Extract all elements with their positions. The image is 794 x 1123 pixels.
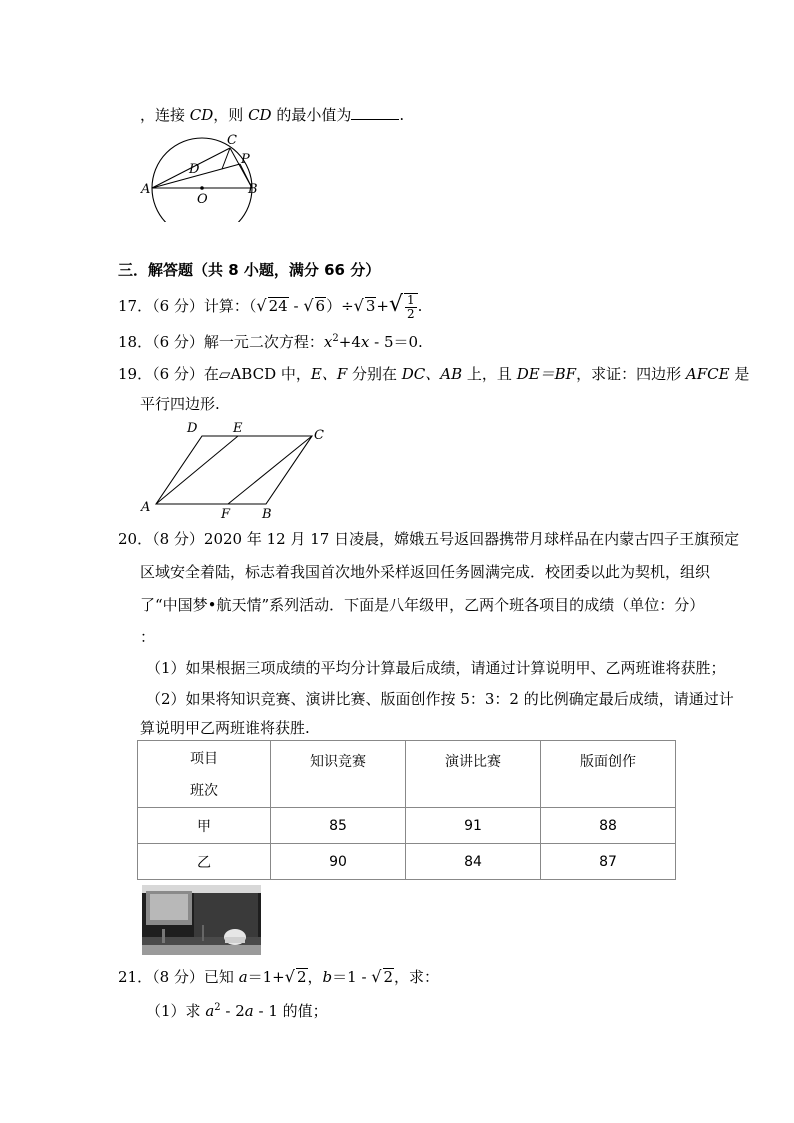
radical-sign: √ — [256, 296, 267, 315]
radicand-24: 24 — [268, 297, 288, 315]
q17-text: + — [376, 297, 389, 315]
fraction-numerator: 1 — [407, 293, 415, 308]
q16-period: . — [399, 106, 405, 124]
q21-number: 21． — [118, 968, 153, 986]
radicand-fraction — [404, 293, 418, 320]
label-d: D — [187, 421, 198, 436]
q17-period: . — [417, 297, 423, 315]
q16-cd-label: CD — [189, 106, 214, 124]
score-cell: 85 — [270, 808, 405, 844]
radical-sign: √ — [303, 296, 314, 315]
answer-blank — [351, 107, 399, 120]
q19-text: 分别在 — [347, 365, 402, 383]
radicand-2: 2 — [296, 968, 307, 986]
corner-top: 项目 — [189, 751, 218, 767]
label-a: A — [141, 182, 151, 197]
q19-text: 在 — [203, 365, 219, 383]
label-c: C — [314, 428, 324, 443]
question-18 — [118, 331, 423, 352]
q17-text: ）÷ — [326, 297, 354, 315]
parallelogram-abcd — [156, 436, 312, 504]
section-heading: 三．解答题（共 8 小题，满分 66 分） — [118, 261, 381, 279]
score-cell: 88 — [540, 808, 675, 844]
label-d: D — [189, 162, 200, 177]
table-row — [138, 808, 676, 844]
label-c: C — [227, 133, 237, 148]
label-o: O — [197, 192, 208, 207]
q16-text: 的最小值为 — [271, 106, 352, 124]
class-cell: 甲 — [138, 808, 271, 844]
score-cell: 90 — [270, 844, 405, 880]
q19-points: E、F — [310, 365, 348, 383]
q16-tail — [140, 104, 404, 125]
radical-sign: √ — [284, 967, 295, 986]
table-row — [138, 844, 676, 880]
segment-fc — [228, 436, 312, 504]
circle-figure — [138, 132, 263, 222]
segment-ae — [156, 436, 238, 504]
q18-text: - 5＝0. — [369, 333, 423, 351]
q19-score: （6 分） — [152, 365, 204, 383]
header-cell: 知识竞赛 — [270, 741, 405, 808]
q21-text: ＝1 - — [332, 968, 372, 986]
q20-line3: 了“中国梦•航天情”系列活动．下面是八年级甲，乙两个班各项目的成绩（单位：分） — [140, 596, 705, 614]
fraction-denominator: 2 — [407, 307, 415, 321]
label-a: A — [141, 500, 151, 515]
exponent: 2 — [214, 1002, 221, 1013]
radical-sign: √ — [371, 967, 382, 986]
q20-part2: （2）如果将知识竞赛、演讲比赛、版面创作按 5：3：2 的比例确定最后成绩，请通过计 — [146, 690, 734, 708]
var-x: x — [323, 333, 333, 351]
q19-line2: 平行四边形. — [140, 395, 220, 413]
q20-part1: （1）如果根据三项成绩的平均分计算最后成绩，请通过计算说明甲、乙两班谁将获胜； — [146, 659, 726, 677]
var-x: x — [360, 333, 370, 351]
q16-text: ，则 — [213, 106, 249, 124]
q17-text: - — [288, 297, 304, 315]
q21-part1 — [146, 1000, 328, 1021]
q19-number: 19． — [118, 365, 153, 383]
q18-number: 18． — [118, 333, 153, 351]
score-cell: 87 — [540, 844, 675, 880]
radical-sign: √ — [388, 292, 404, 317]
q21-text: ，求： — [394, 968, 440, 986]
q19-text: ABCD 中， — [230, 365, 311, 383]
q18-score: （6 分） — [152, 333, 204, 351]
q17-number: 17． — [118, 297, 153, 315]
q18-text: 解一元二次方程： — [203, 333, 324, 351]
q20-text: 2020 年 12 月 17 日凌晨，嫦娥五号返回器携带月球样品在内蒙古四子王旗预定 — [203, 530, 740, 548]
q16-text: ，连接 — [140, 106, 190, 124]
question-19 — [118, 363, 749, 384]
radical-sign: √ — [353, 296, 364, 315]
q19-segments: DC、AB — [401, 365, 463, 383]
fraction-one-half — [405, 294, 417, 320]
radicand-6: 6 — [315, 297, 326, 315]
radicand-3: 3 — [365, 297, 376, 315]
label-f: F — [221, 507, 231, 522]
score-cell: 84 — [405, 844, 540, 880]
q21-score: （8 分） — [152, 968, 204, 986]
q21-text: ＝1+ — [247, 968, 285, 986]
q21-text: （1）求 — [146, 1002, 206, 1020]
question-20 — [118, 528, 739, 549]
corner-bottom: 班次 — [189, 783, 218, 799]
header-cell: 演讲比赛 — [405, 741, 540, 808]
var-b: b — [322, 968, 333, 986]
q20-score: （8 分） — [152, 530, 204, 548]
q21-text: - 2 — [220, 1002, 245, 1020]
class-cell: 乙 — [138, 844, 271, 880]
var-a: a — [205, 1002, 215, 1020]
table-corner-cell — [138, 741, 271, 808]
q20-part2-cont: 算说明甲乙两班谁将获胜. — [140, 719, 310, 737]
q16-cd-label: CD — [248, 106, 272, 124]
q17-score: （6 分） — [152, 297, 204, 315]
q17-text: 计算：（ — [203, 297, 257, 315]
q21-text: ， — [307, 968, 323, 986]
q19-text: 上，且 — [462, 365, 517, 383]
parallelogram-symbol: ▱ — [218, 365, 231, 383]
q21-text: 已知 — [203, 968, 239, 986]
var-a: a — [244, 1002, 254, 1020]
score-table — [137, 740, 676, 880]
table-header-row — [138, 741, 676, 808]
label-b: B — [262, 507, 272, 522]
q20-number: 20． — [118, 530, 153, 548]
parallelogram-figure — [138, 418, 330, 522]
question-21 — [118, 966, 439, 987]
score-cell: 91 — [405, 808, 540, 844]
label-b: B — [248, 182, 258, 197]
exponent: 2 — [332, 333, 339, 344]
q20-line2: 区域安全着陆，标志着我国首次地外采样返回任务圆满完成．校团委以此为契机，组织 — [140, 563, 711, 581]
label-p: P — [241, 152, 250, 167]
label-e: E — [233, 421, 243, 436]
landing-photo — [142, 885, 261, 955]
q21-text: - 1 的值； — [253, 1002, 328, 1020]
header-cell: 版面创作 — [540, 741, 675, 808]
photo-scene — [142, 885, 261, 955]
q19-quadrilateral: AFCE — [685, 365, 730, 383]
q19-condition: DE＝BF — [516, 365, 577, 383]
q19-text: ，求证：四边形 — [576, 365, 686, 383]
question-17 — [118, 292, 422, 321]
var-a: a — [238, 968, 248, 986]
center-point — [200, 186, 204, 190]
q19-text: 是 — [729, 365, 750, 383]
q18-text: +4 — [338, 333, 361, 351]
radicand-2: 2 — [383, 968, 394, 986]
q20-line4: ： — [140, 628, 156, 646]
